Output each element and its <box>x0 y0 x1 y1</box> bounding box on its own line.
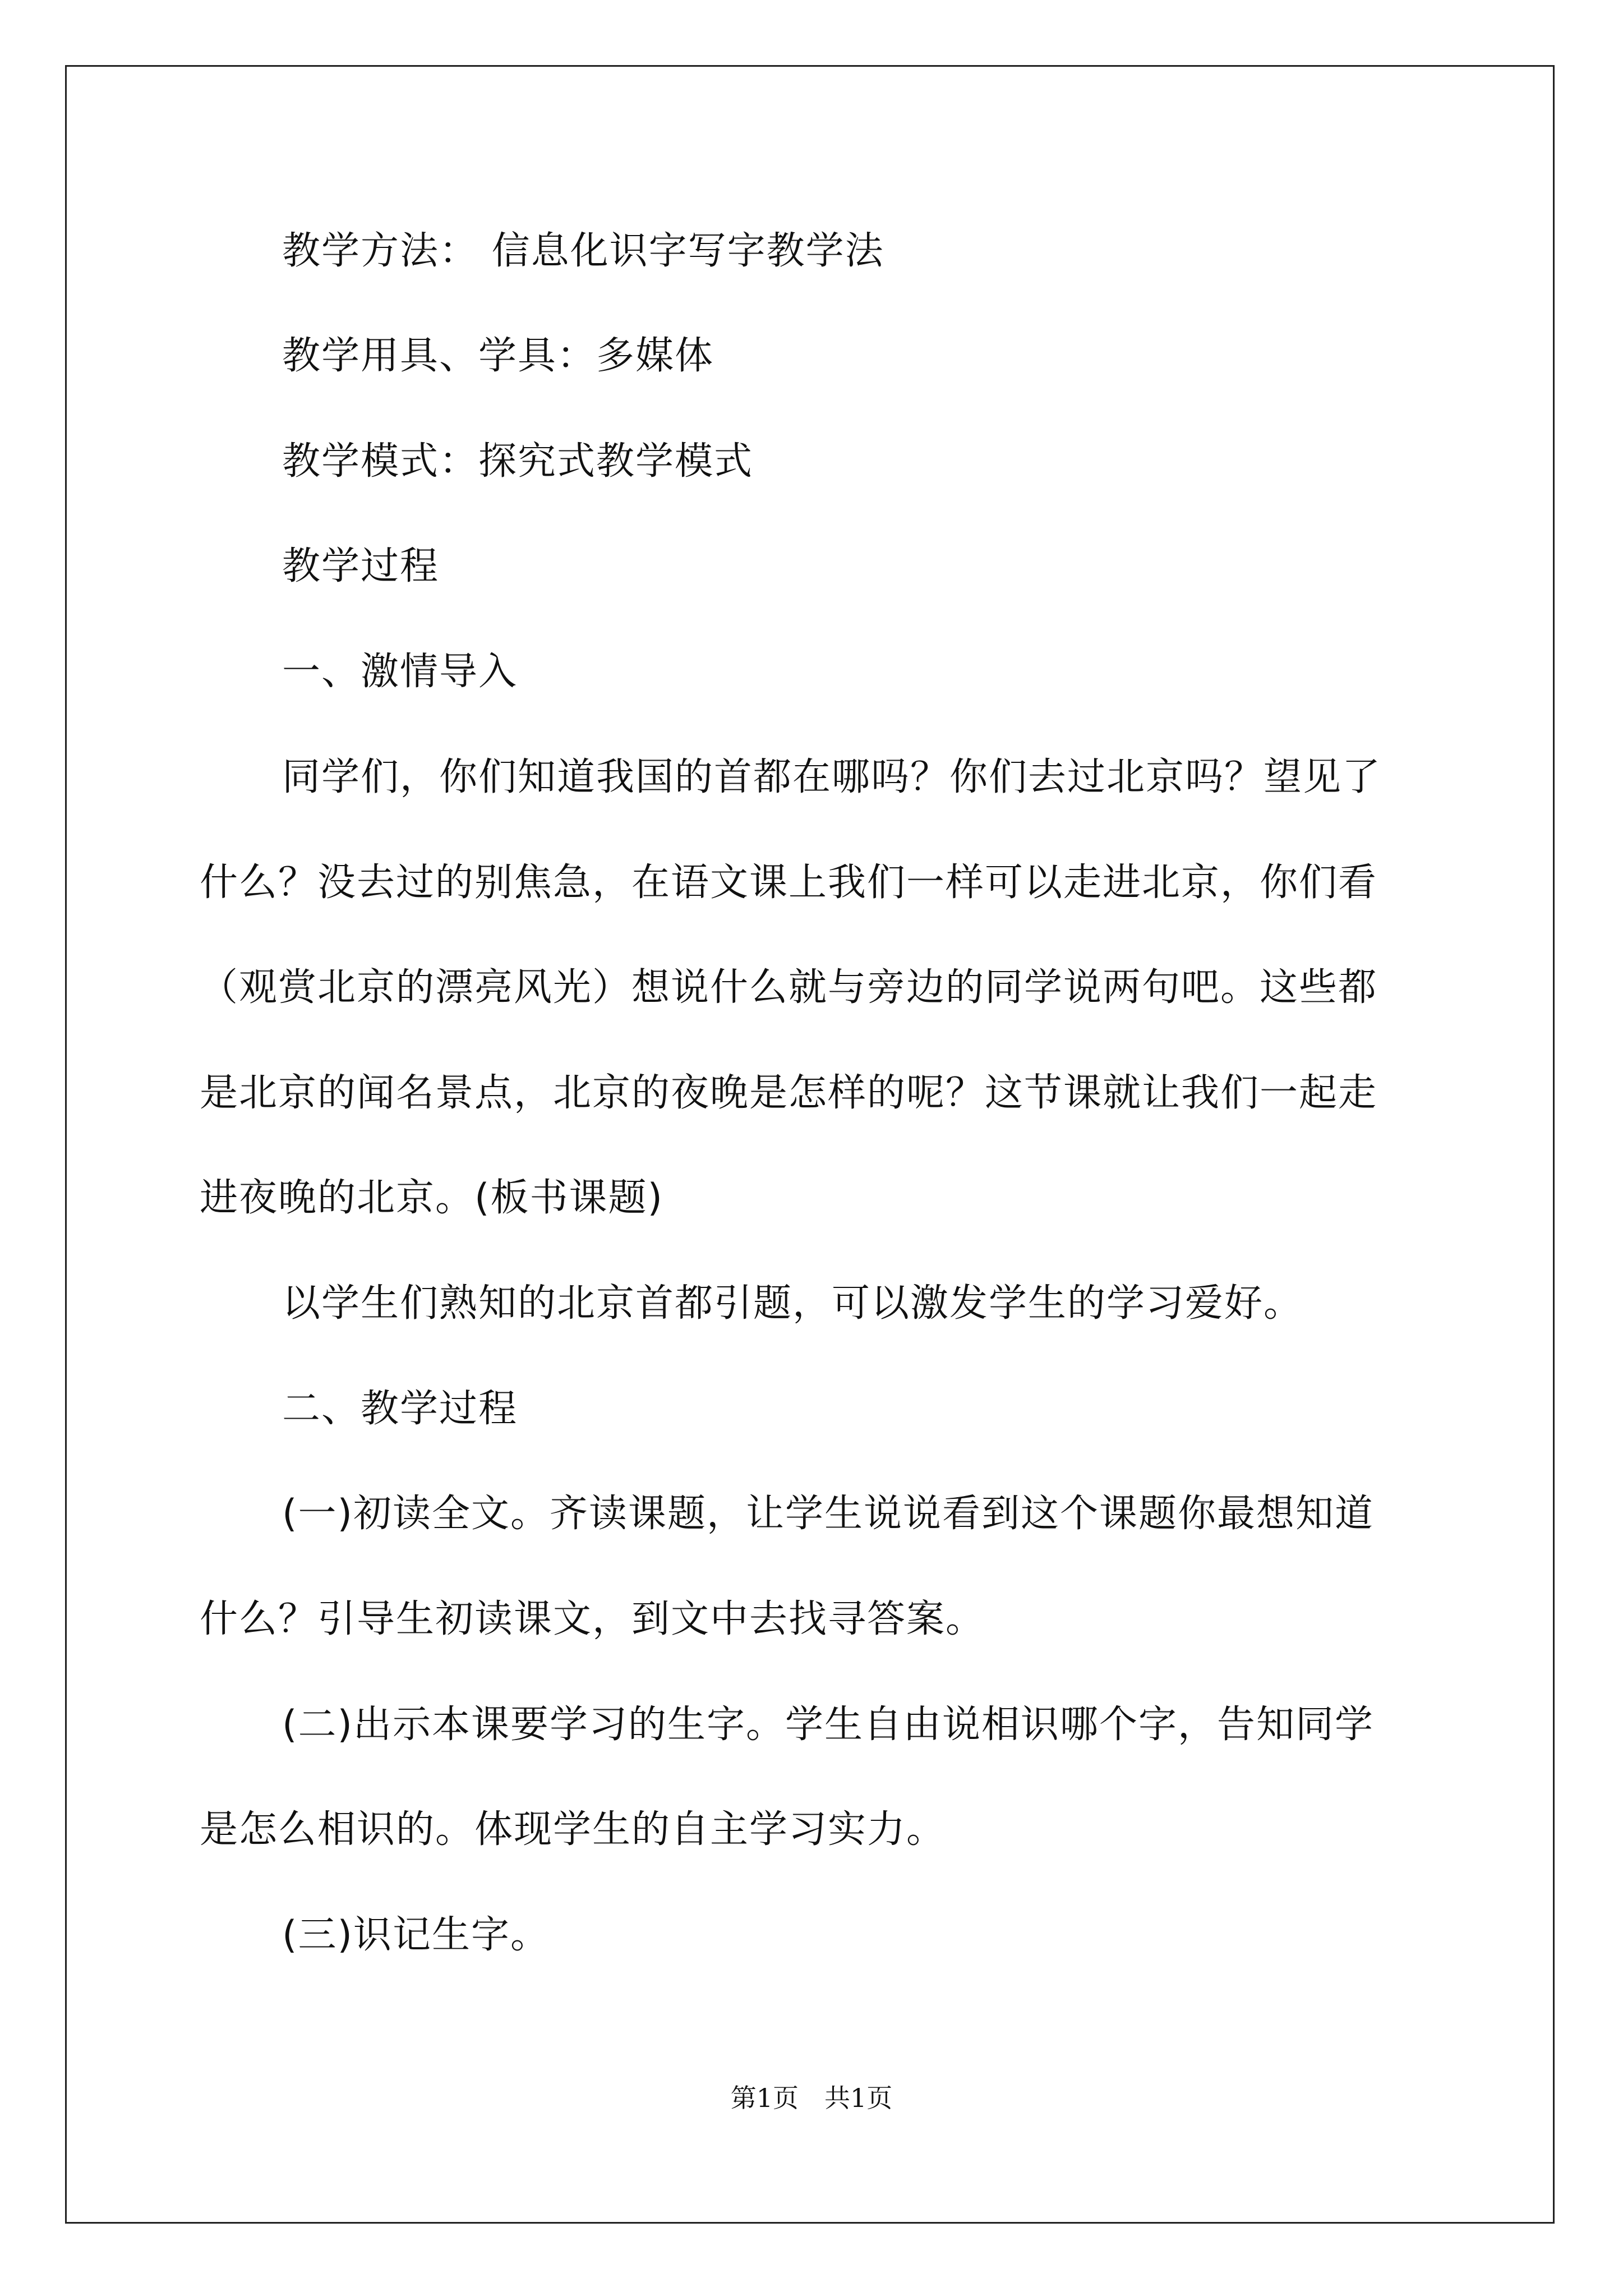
text-line: 教学用具、学具：多媒体 <box>282 334 714 378</box>
text-line: 什么？没去过的别焦急，在语文课上我们一样可以走进北京，你们看 <box>200 861 1378 905</box>
text-line: （观赏北京的漂亮风光）想说什么就与旁边的同学说两句吧。这些都 <box>200 965 1378 1010</box>
text-line: 是怎么相识的。体现学生的自主学习实力。 <box>200 1807 946 1852</box>
text-line: (一)初读全文。齐读课题，让学生说说看到这个课题你最想知道 <box>282 1492 1375 1536</box>
text-line: 什么？引导生初读课文，到文中去找寻答案。 <box>200 1597 985 1641</box>
page-number-footer: 第1页 共1页 <box>730 2083 893 2113</box>
text-line: 教学方法： 信息化识字写字教学法 <box>282 229 884 273</box>
text-line: 以学生们熟知的北京首都引题，可以激发学生的学习爱好。 <box>282 1281 1303 1326</box>
text-line: 一、激情导入 <box>282 650 518 694</box>
text-line: 进夜晚的北京。(板书课题) <box>200 1176 664 1220</box>
text-line: (二)出示本课要学习的生字。学生自由说相识哪个字，告知同学 <box>282 1703 1375 1747</box>
page-border <box>65 65 1555 2224</box>
text-line: 二、教学过程 <box>282 1387 518 1431</box>
text-line: 教学过程 <box>282 544 440 588</box>
text-line: 是北京的闻名景点，北京的夜晚是怎样的呢？这节课就让我们一起走 <box>200 1071 1378 1115</box>
text-line: (三)识记生字。 <box>282 1913 550 1957</box>
text-line: 教学模式：探究式教学模式 <box>282 439 754 484</box>
text-line: 同学们，你们知道我国的首都在哪吗？你们去过北京吗？望见了 <box>282 755 1382 799</box>
